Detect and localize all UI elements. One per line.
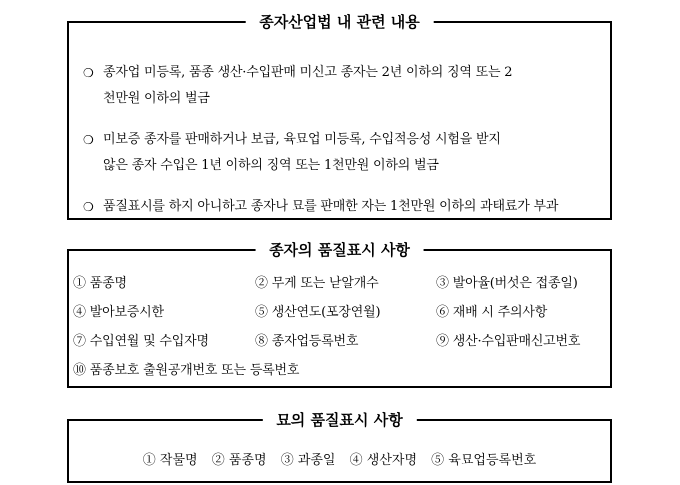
list-item (83, 127, 600, 179)
quality-item: ③ 발아율(버섯은 접종일) (436, 276, 578, 291)
seed-quality-label-section (67, 240, 612, 390)
seedling-quality-label-section (67, 410, 612, 485)
section-title: 종자의 품질표시 사항 (255, 240, 424, 260)
quality-item: ⑥ 재배 시 주의사항 (436, 305, 548, 320)
section-box (67, 21, 612, 220)
bullet-list (83, 60, 600, 220)
quality-item: ⑦ 수입연월 및 수입자명 (73, 334, 209, 349)
section-box (67, 249, 612, 388)
seedling-item: ② 품종명 (211, 453, 267, 468)
seedling-item: ⑤ 육묘업등록번호 (431, 453, 537, 468)
bullet-text-line1: 품질표시를 하지 아니하고 종자나 묘를 판매한 자는 1천만원 이하의 과태료가 부과 (103, 199, 559, 214)
seedling-item: ④ 생산자명 (349, 453, 418, 468)
bullet-text-line2: 않은 종자 수입은 1년 이하의 징역 또는 1천만원 이하의 벌금 (103, 158, 439, 173)
section-title: 종자산업법 내 관련 내용 (245, 12, 434, 32)
seed-industry-act-section (67, 12, 612, 222)
quality-item: ① 품종명 (73, 276, 127, 291)
quality-item: ④ 발아보증시한 (73, 305, 164, 320)
circle-bullet-icon: ❍ (83, 66, 94, 80)
circle-bullet-icon: ❍ (83, 133, 94, 147)
list-item (83, 60, 600, 112)
seedling-item: ① 작물명 (142, 453, 198, 468)
circle-bullet-icon: ❍ (83, 200, 94, 214)
quality-item: ⑧ 종자업등록번호 (255, 334, 359, 349)
quality-item: ⑨ 생산·수입판매신고번호 (436, 334, 581, 349)
quality-item: ⑩ 품종보호 출원공개번호 또는 등록번호 (73, 363, 300, 378)
bullet-text-line1: 미보증 종자를 판매하거나 보급, 육묘업 미등록, 수입적응성 시험을 받지 (103, 132, 501, 147)
section-title: 묘의 품질표시 사항 (262, 410, 416, 430)
seedling-item: ③ 과종일 (280, 453, 336, 468)
bullet-text-line2: 천만원 이하의 벌금 (103, 91, 210, 106)
quality-item: ⑤ 생산연도(포장연월) (255, 305, 381, 320)
list-item (83, 194, 600, 220)
seedling-item-row (69, 450, 610, 472)
bullet-text-line1: 종자업 미등록, 품종 생산·수입판매 미신고 종자는 2년 이하의 징역 또는 2 (103, 65, 513, 80)
quality-item: ② 무게 또는 낟알개수 (255, 276, 379, 291)
